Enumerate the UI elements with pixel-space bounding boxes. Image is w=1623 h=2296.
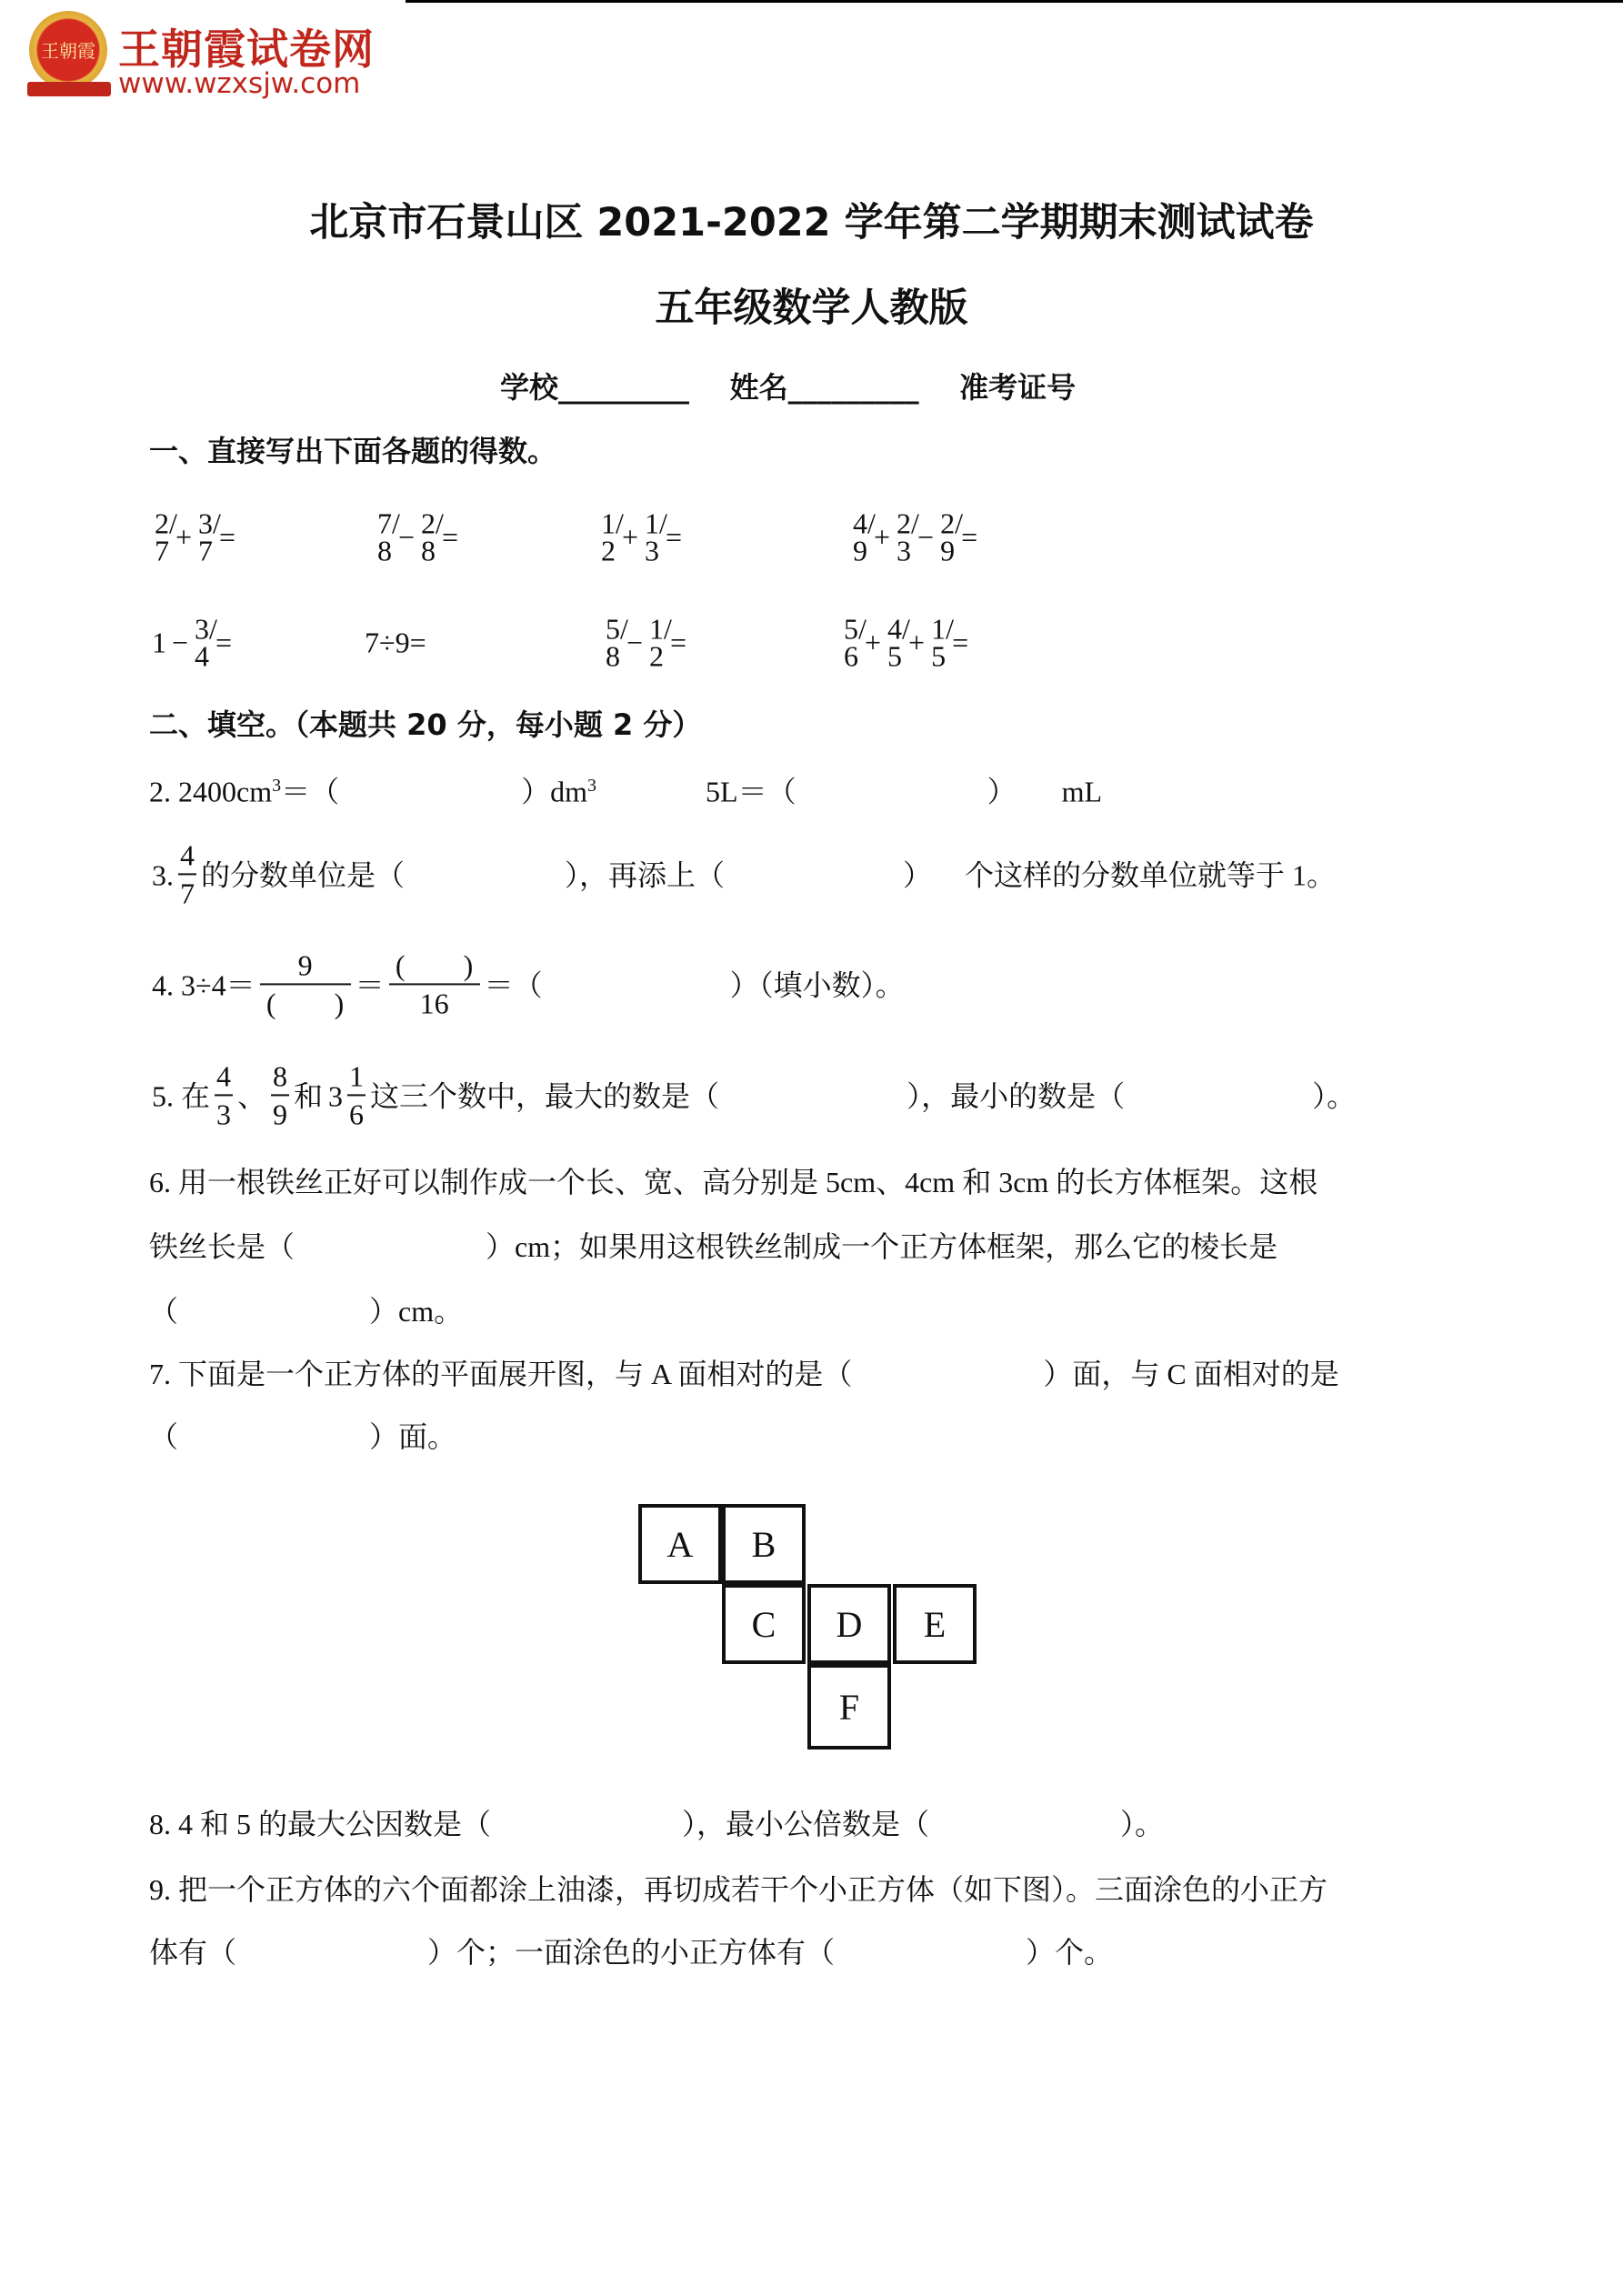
q5-text: 和 <box>294 1079 324 1112</box>
q7-text: ）面，与 C 面相对的是 <box>1043 1358 1339 1390</box>
exercise <box>149 612 235 673</box>
q8-text: 8. 4 和 5 的最大公因数是（ <box>149 1808 492 1840</box>
question-6-line1: 6. 用一根铁丝正好可以制作成一个长、宽、高分别是 5cm、4cm 和 3cm 的长方体框架。这根 <box>149 1166 1318 1198</box>
math-token: + <box>175 520 193 554</box>
math-token: = <box>219 520 236 554</box>
question-3 <box>149 840 1338 908</box>
denominator: 9 <box>273 1098 288 1130</box>
q2-text: mL <box>1061 775 1103 808</box>
net-face-e: E <box>893 1584 977 1664</box>
q9-text: ）个；一面涂色的小正方体有（ <box>427 1936 836 1969</box>
exam-id-field[interactable]: 准考证号 <box>959 370 1077 405</box>
math-token: 1 <box>152 626 166 659</box>
question-6-line3 <box>149 1297 463 1326</box>
q5-text: ），最小的数是（ <box>907 1079 1126 1112</box>
whole-number: 3 <box>328 1079 344 1112</box>
exercise <box>362 627 429 660</box>
fraction <box>271 1061 289 1129</box>
fraction <box>215 1061 233 1129</box>
question-9-line2 <box>149 1938 1113 1967</box>
q8-text: ），最小公倍数是（ <box>682 1808 930 1840</box>
q6-text: （ <box>149 1295 179 1328</box>
q3-text: 个这样的分数单位就等于 1。 <box>965 858 1337 891</box>
math-token: 7÷9= <box>365 626 426 659</box>
numerator: 9 <box>260 950 351 985</box>
fraction: 1/5 <box>931 612 954 673</box>
net-face-d: D <box>807 1584 891 1664</box>
q6-text: 铁丝长是（ <box>149 1230 296 1263</box>
net-face-c: C <box>722 1584 806 1664</box>
q6-text: ）cm。 <box>369 1295 464 1328</box>
math-token: − <box>172 626 189 659</box>
logo-badge-text: 王朝霞 <box>41 40 95 62</box>
exercise <box>374 506 461 567</box>
question-4 <box>149 950 907 1018</box>
exercise <box>840 612 971 673</box>
denominator: 16 <box>419 987 449 1019</box>
exercise <box>597 506 685 567</box>
numerator: 1 <box>347 1061 366 1096</box>
fraction: 5/6 <box>844 612 867 673</box>
q3-num: 3. <box>152 858 174 891</box>
math-token: = <box>666 520 683 554</box>
math-token: = <box>952 626 969 659</box>
fraction <box>178 840 196 908</box>
question-9-line1: 9. 把一个正方体的六个面都涂上油漆，再切成若干个小正方体（如下图）。三面涂色的小正方 <box>149 1873 1328 1906</box>
logo-title: 王朝霞试卷网 <box>118 25 375 74</box>
fraction: 5/8 <box>606 612 628 673</box>
q7-text: 7. 下面是一个正方体的平面展开图，与 A 面相对的是（ <box>149 1358 853 1390</box>
question-2 <box>149 777 1102 807</box>
math-token: + <box>908 626 926 659</box>
q5-text: 5. 在 <box>152 1079 211 1112</box>
numerator-blank[interactable]: ( ) <box>389 950 480 985</box>
net-face-a: A <box>638 1504 722 1584</box>
q8-text: ）。 <box>1120 1808 1165 1840</box>
question-7-line1 <box>149 1359 1339 1389</box>
logo-url[interactable]: www.wzxsjw.com <box>118 67 361 100</box>
numerator: 4 <box>178 840 196 875</box>
net-face-f: F <box>807 1664 891 1750</box>
fraction: 2/8 <box>421 506 444 567</box>
q2-text: ） <box>987 775 1017 808</box>
math-token: = <box>670 626 687 659</box>
question-8 <box>149 1810 1164 1839</box>
q9-text: ）个。 <box>1026 1936 1114 1969</box>
fraction: 1/2 <box>601 506 624 567</box>
name-field[interactable]: 姓名_________ <box>729 370 919 405</box>
numerator: 4 <box>215 1061 233 1096</box>
fraction <box>389 950 480 1018</box>
math-token: + <box>874 520 891 554</box>
student-info <box>500 370 1077 405</box>
fraction: 1/3 <box>645 506 667 567</box>
question-7-line2 <box>149 1422 456 1451</box>
exercise <box>849 506 980 567</box>
math-token: = <box>442 520 459 554</box>
denominator: 3 <box>216 1098 232 1130</box>
q2-exp: 3 <box>272 776 282 796</box>
school-field[interactable]: 学校_________ <box>500 370 690 405</box>
math-token: + <box>865 626 882 659</box>
fraction: 4/9 <box>853 506 876 567</box>
q4-text: ）（填小数）。 <box>729 968 905 1001</box>
q2-text: ＝（ <box>281 775 340 808</box>
denominator-blank[interactable]: ( ) <box>265 987 345 1019</box>
denominator: 7 <box>180 877 195 909</box>
fraction: 2/7 <box>155 506 177 567</box>
fraction <box>260 950 351 1018</box>
math-token: − <box>398 520 416 554</box>
q2-text: ）dm <box>521 775 588 808</box>
section1-heading: 一、直接写出下面各题的得数。 <box>149 434 557 468</box>
fraction: 3/7 <box>198 506 221 567</box>
top-rule <box>406 0 1623 3</box>
q3-text: 的分数单位是（ <box>201 858 406 891</box>
math-token: − <box>626 626 644 659</box>
q3-text: ），再添上（ <box>565 858 726 891</box>
exam-subtitle: 五年级数学人教版 <box>655 286 968 331</box>
section2-heading: 二、填空。（本题共 20 分，每小题 2 分） <box>149 707 702 742</box>
exercise <box>151 506 238 567</box>
fraction: 3/4 <box>195 612 217 673</box>
q5-text: ）。 <box>1312 1079 1357 1112</box>
q4-text: ＝（ <box>484 968 543 1001</box>
equals: ＝ <box>355 968 385 1001</box>
q9-text: 体有（ <box>149 1936 237 1969</box>
exercise <box>602 612 689 673</box>
denominator: 6 <box>349 1098 365 1130</box>
fraction: 4/5 <box>887 612 910 673</box>
q7-text: ）面。 <box>369 1420 457 1453</box>
separator: 、 <box>237 1079 267 1112</box>
logo-badge-icon <box>29 11 107 89</box>
fraction: 2/3 <box>897 506 919 567</box>
fraction: 7/8 <box>377 506 400 567</box>
q3-text: ） <box>903 858 933 891</box>
question-6-line2 <box>149 1232 1277 1261</box>
fraction <box>347 1061 366 1129</box>
q2-text: 5L＝（ <box>706 775 796 808</box>
q7-text: （ <box>149 1420 179 1453</box>
q6-text: ）cm；如果用这根铁丝制成一个正方体框架，那么它的棱长是 <box>486 1230 1278 1263</box>
q4-text: 4. 3÷4＝ <box>152 968 255 1001</box>
math-token: = <box>961 520 978 554</box>
q5-text: 这三个数中，最大的数是（ <box>370 1079 720 1112</box>
logo-ribbon <box>27 82 111 96</box>
q2-exp: 3 <box>587 776 597 796</box>
math-token: = <box>215 626 233 659</box>
math-token: + <box>622 520 639 554</box>
q2-text: 2. 2400cm <box>149 775 273 808</box>
net-face-b: B <box>722 1504 806 1584</box>
fraction: 2/9 <box>940 506 963 567</box>
exam-title: 北京市石景山区 2021-2022 学年第二学期期末测试试卷 <box>309 200 1314 246</box>
math-token: − <box>917 520 935 554</box>
numerator: 8 <box>271 1061 289 1096</box>
question-5 <box>149 1061 1358 1129</box>
fraction: 1/2 <box>649 612 672 673</box>
site-logo[interactable] <box>27 7 409 107</box>
